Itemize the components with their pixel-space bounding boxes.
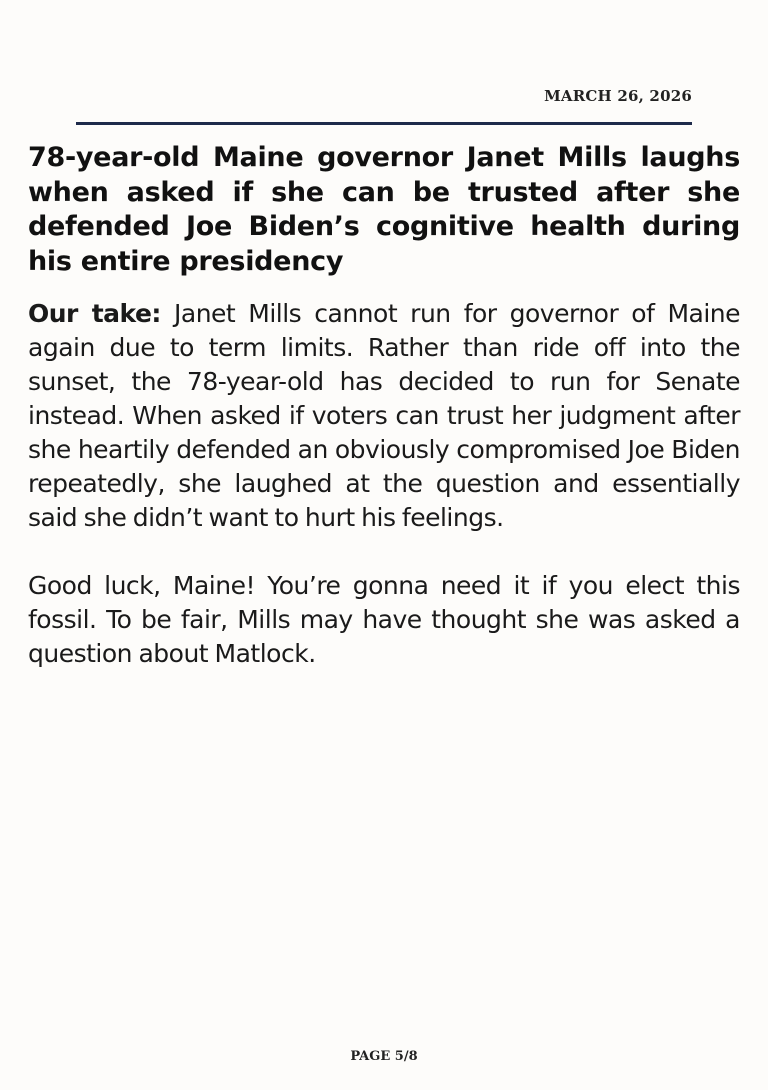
take-paragraph bbox=[28, 297, 740, 535]
closing-paragraph: Good luck, Maine! You’re gonna need it if you elect this fossil. To be fair, Mills may have thought she was asked a question about Matlock. bbox=[28, 571, 740, 668]
header-divider bbox=[76, 122, 692, 125]
page-number: PAGE 5/8 bbox=[350, 1049, 418, 1064]
headline: 78-year-old Maine governor Janet Mills laughs when asked if she can be trusted after she defended Joe Biden’s cognitive health during his entire presidency bbox=[28, 142, 740, 277]
take-text: Janet Mills cannot run for governor of Maine again due to term limits. Rather than ride off into the sunset, the 78-year-old has decided to run for Senate instead. When asked if voters can trust her judgment after she heartily defended an obviously compromised Joe Biden repeatedly, she laughed at the question and essentially said she didn’t want to hurt his feelings. bbox=[28, 299, 741, 532]
take-label: Our take: bbox=[28, 299, 161, 328]
article-date: MARCH 26, 2026 bbox=[544, 87, 692, 105]
article-body bbox=[28, 297, 740, 705]
